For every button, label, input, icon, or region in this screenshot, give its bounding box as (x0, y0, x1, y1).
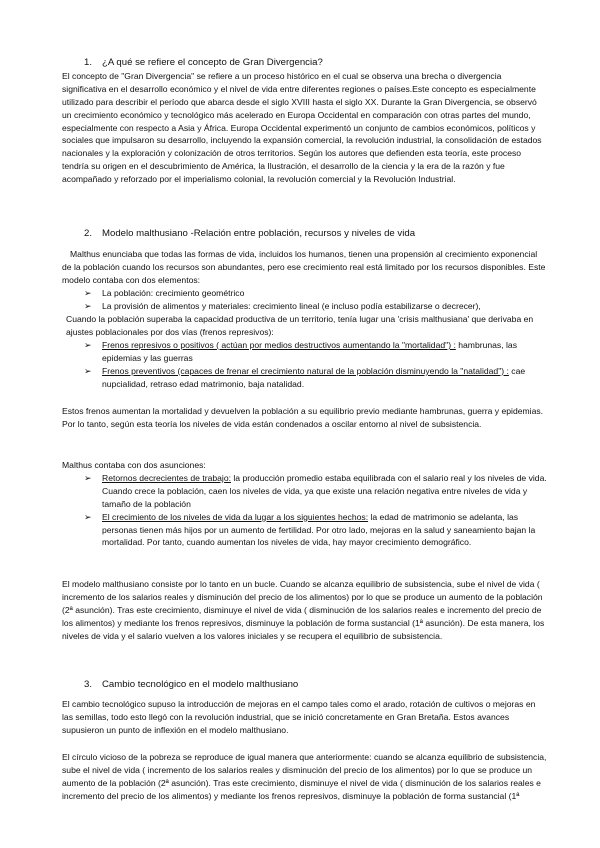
list-item (84, 300, 548, 313)
list-item (84, 365, 548, 391)
loop-paragraph: El modelo malthusiano consiste por lo tanto en un bucle. Cuando se alcanza equilibrio de subsistencia, sube el nivel de vida ( incremento de los salarios reales y disminución del precio de los alimentos) por lo que se produce un aumento de la población (2ª asunción). Tras este crecimiento, disminuye el nivel de vida ( disminución de los salarios reales e incremento del precio de los alimentos) y mediante los frenos represivos, disminuye la población de forma sustancial (1ª asunción). De esta manera, los niveles de vida y el salario vuelven a los valores iniciales y se recupera el equilibrio de subsistencia. (62, 579, 545, 641)
arrow-bullet-icon: ➢ (84, 473, 92, 483)
list-item (84, 287, 548, 300)
arrow-bullet-icon: ➢ (84, 340, 92, 350)
section-3-paragraph-2: El círculo vicioso de la pobreza se reproduce de igual manera que anteriormente: cuando se alcanza equilibrio de subsistencia, sube el nivel de vida ( incremento de los salarios reales y disminución del precio de los alimentos) por lo que se produce un aumento de la población (2ª asunción). Tras este crecimiento, disminuye el nivel de vida ( disminución de los salarios reales e incremento del precio de los alimentos) y mediante los frenos represivos, disminuye la población de forma sustancial (1ª (62, 752, 547, 801)
asuncion-text: la producción promedio estaba equilibrada con el salario real y los niveles de vida. Cuando crece la población, caen los niveles de vida, ya que existe una relación negativa entre niveles de vida y tamaño de la población (102, 473, 547, 509)
list-item (84, 339, 548, 365)
element-text: La provisión de alimentos y materiales: crecimiento lineal (e incluso podía estabilizarse o decrecer), (102, 300, 481, 311)
asuncion-title: El crecimiento de los niveles de vida da lugar a los siguientes hechos: (102, 511, 369, 522)
section-1-paragraph: El concepto de "Gran Divergencia" se refiere a un proceso histórico en el cual se observa una brecha o divergencia significativa en el desarrollo económico y el nivel de vida entre diferentes regiones o países.Este concepto es especialmente utilizado para describir el período que abarca desde el siglo XVIII hasta el siglo XX. Durante la Gran Divergencia, se observó un crecimiento económico y tecnológico más acelerado en Europa Occidental en comparación con otras partes del mundo, especialmente con respecto a Asia y África. Europa Occidental experimentó un conjunto de cambios económicos, políticos y sociales que impulsaron su desarrollo, incluyendo la expansión comercial, la revolución industrial, la consolidación de estados nacionales y la exploración y colonización de otros territorios. Según los autores que defienden esta teoría, este proceso tendría su origen en el descubrimiento de América, la Ilustración, el desarrollo de la ciencia y la era de la razón y fue acompañado y reforzado por el imperialismo colonial, la revolución comercial y la Revolución Industrial. (62, 71, 542, 185)
freno-title: Frenos preventivos (capaces de frenar el crecimiento natural de la población disminuyendo la "natalidad") : (102, 365, 509, 376)
freno-title: Frenos represivos o positivos ( actúan por medios destructivos aumentando la "mortalidad") : (102, 340, 456, 350)
freno-text: cae nupcialidad, retraso edad matrimonio, baja natalidad. (102, 365, 526, 389)
asuncion-title: Retornos decrecientes de trabajo: (102, 473, 231, 483)
asuncion-text: la edad de matrimonio se adelanta, las personas tienen más hijos por un aumento de fertilidad. Por otro lado, mejoras en la salud y saneamiento bajan la mortalidad. Por tanto, cuando aumentan los niveles de vida, hay mayor crecimiento demográfico. (102, 511, 536, 548)
malthus-intro-paragraph: Malthus enunciaba que todas las formas de vida, incluidos los humanos, tienen una propensión al crecimiento exponencial de la población cuando los recursos son abundantes, pero ese crecimiento real está limitado por los recursos disponibles. Este modelo contaba con dos elementos: (62, 249, 546, 285)
frenos-summary-paragraph: Estos frenos aumentan la mortalidad y devuelven la población a su equilibrio previo mediante hambrunas, guerra y epidemias. Por lo tanto, según esta teoría los niveles de vida están condenados a oscilar entorno al nivel de subsistencia. (62, 406, 544, 429)
frenos-list (84, 339, 548, 391)
arrow-bullet-icon: ➢ (84, 288, 92, 298)
list-item (84, 472, 548, 511)
section-2-heading (84, 227, 415, 241)
section-3-number: 3. (84, 679, 93, 690)
section-3-paragraph-1: El cambio tecnológico supuso la introducción de mejoras en el campo tales como el arado, rotación de cultivos o mejoras en las semillas, todo esto llegó con la revolución industrial, que se inició concretamente en Gran Bretaña. Estos avances supusieron un punto de inflexión en el modelo malthusiano. (62, 699, 536, 735)
arrow-bullet-icon: ➢ (84, 365, 92, 376)
section-1-heading (84, 56, 323, 70)
element-text: La población: crecimiento geométrico (102, 288, 245, 298)
section-3-heading (84, 678, 298, 692)
arrow-bullet-icon: ➢ (84, 511, 92, 522)
section-3-title: Cambio tecnológico en el modelo malthusiano (102, 679, 299, 690)
freno-text: hambrunas, las epidemias y las guerras (102, 340, 517, 363)
arrow-bullet-icon: ➢ (84, 300, 92, 311)
asunciones-list (84, 472, 548, 549)
section-2-title: Modelo malthusiano -Relación entre población, recursos y niveles de vida (102, 228, 416, 239)
section-1-number: 1. (84, 57, 93, 68)
elements-list (84, 287, 548, 313)
list-item (84, 511, 548, 550)
section-1-title: ¿A qué se refiere el concepto de Gran Divergencia? (102, 57, 323, 68)
asunciones-intro: Malthus contaba con dos asunciones: (62, 460, 206, 470)
section-2-number: 2. (84, 228, 93, 239)
crisis-paragraph: Cuando la población superaba la capacidad productiva de un territorio, tenía lugar una 'crisis malthusiana' que derivaba en ajustes poblacionales por dos vías (frenos represivos): (66, 314, 534, 337)
